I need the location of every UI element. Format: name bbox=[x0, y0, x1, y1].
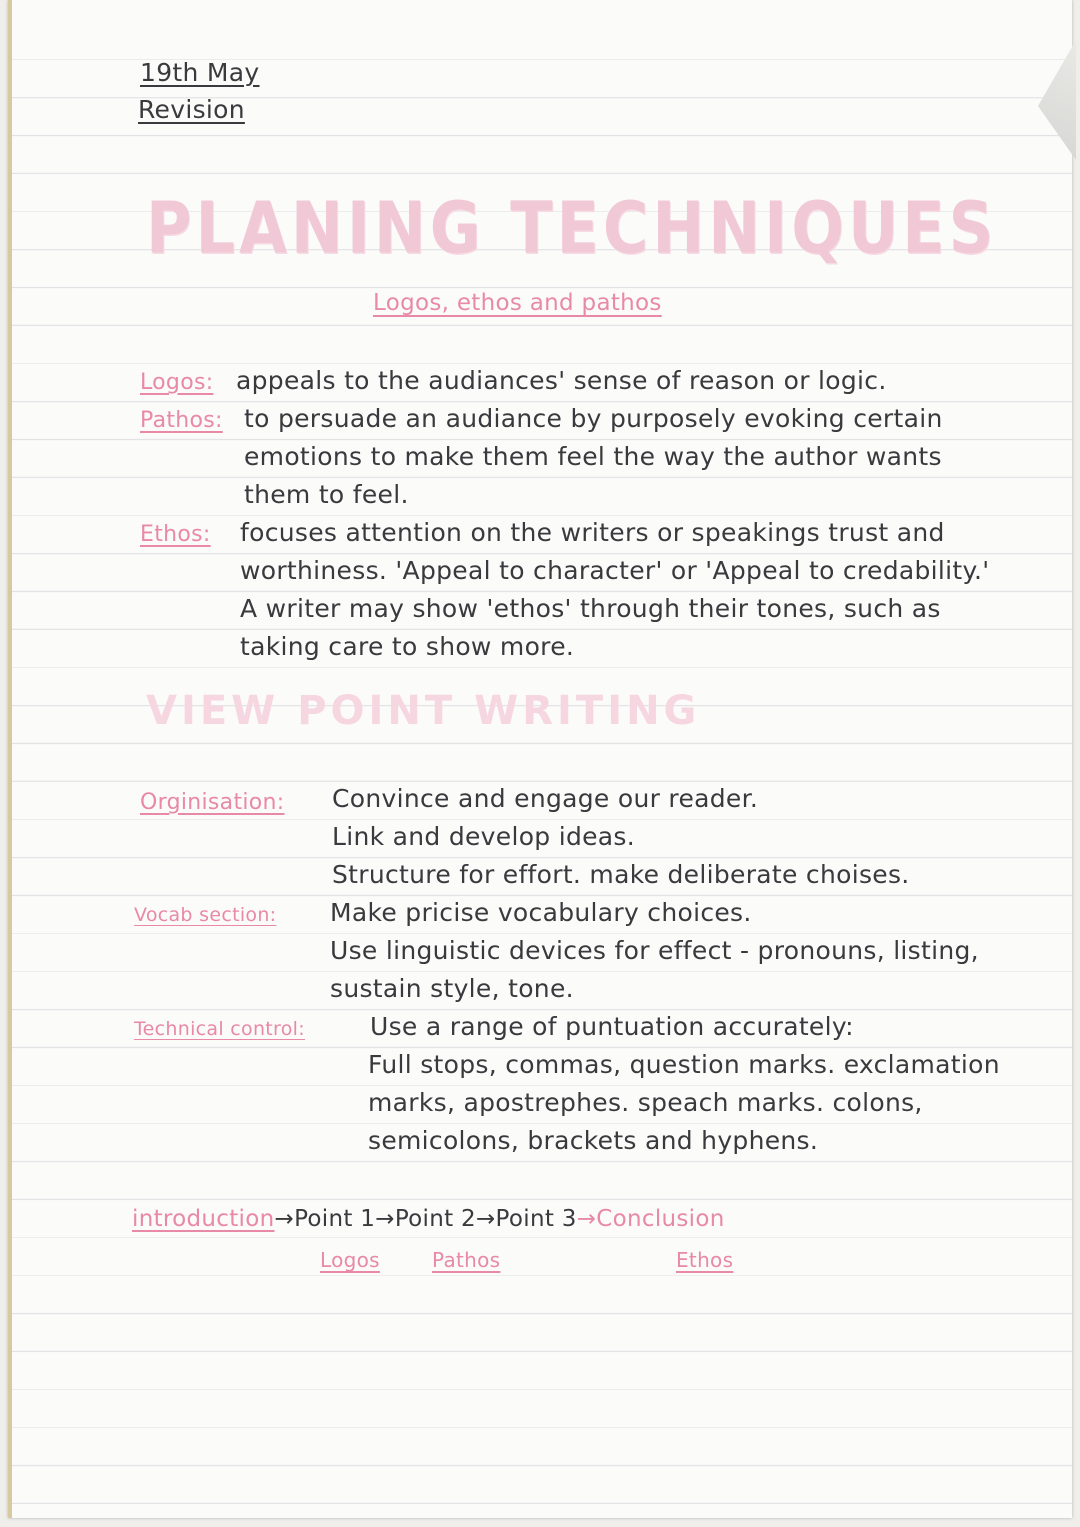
arrow-icon: → bbox=[576, 1206, 597, 1232]
organisation-term: Orginisation: bbox=[140, 790, 285, 815]
arrow-icon: → bbox=[375, 1206, 395, 1232]
logos-term: Logos: bbox=[140, 370, 214, 395]
arrow-icon: → bbox=[274, 1206, 295, 1232]
section-subtitle: Logos, ethos and pathos bbox=[373, 290, 662, 316]
ethos-definition-line: worthiness. 'Appeal to character' or 'Appeal to credability.' bbox=[240, 556, 990, 585]
flow-point-2: Point 2 bbox=[394, 1206, 476, 1232]
organisation-line: Convince and engage our reader. bbox=[332, 784, 759, 813]
section-title-viewpoint: VIEW POINT WRITING bbox=[146, 688, 701, 734]
page-corner-fold bbox=[1038, 40, 1076, 160]
pathos-definition-line: them to feel. bbox=[244, 480, 409, 509]
technical-line: Full stops, commas, question marks. exclamation bbox=[368, 1050, 1000, 1079]
technical-line: semicolons, brackets and hyphens. bbox=[368, 1126, 819, 1155]
flow-introduction: introduction bbox=[132, 1206, 275, 1232]
page-edge bbox=[8, 0, 12, 1518]
vocab-term: Vocab section: bbox=[134, 904, 277, 926]
vocab-line: Make pricise vocabulary choices. bbox=[330, 898, 752, 927]
flow-label-pathos: Pathos bbox=[432, 1248, 501, 1272]
pathos-definition-line: emotions to make them feel the way the author wants bbox=[244, 442, 942, 471]
technical-line: Use a range of puntuation accurately: bbox=[370, 1012, 854, 1041]
flow-conclusion: Conclusion bbox=[596, 1206, 725, 1232]
flow-label-logos: Logos bbox=[320, 1248, 380, 1272]
flow-label-ethos: Ethos bbox=[676, 1248, 734, 1272]
revision-label: Revision bbox=[138, 95, 245, 124]
pathos-definition-line: to persuade an audiance by purposely evoking certain bbox=[244, 404, 943, 433]
arrow-icon: → bbox=[475, 1206, 496, 1232]
pathos-term: Pathos: bbox=[140, 408, 223, 433]
notebook-page bbox=[8, 0, 1072, 1518]
technical-term: Technical control: bbox=[134, 1018, 305, 1040]
section-title-planning: PLANING TECHNIQUES bbox=[146, 186, 998, 270]
essay-structure-flow bbox=[132, 1206, 725, 1232]
ethos-term: Ethos: bbox=[140, 522, 211, 547]
flow-point-1: Point 1 bbox=[294, 1206, 376, 1232]
flow-point-3: Point 3 bbox=[495, 1206, 577, 1232]
logos-definition-line: appeals to the audiances' sense of reason or logic. bbox=[236, 366, 887, 395]
date-label: 19th May bbox=[140, 58, 260, 87]
organisation-line: Link and develop ideas. bbox=[332, 822, 635, 851]
vocab-line: sustain style, tone. bbox=[330, 974, 574, 1003]
organisation-line: Structure for effort. make deliberate choises. bbox=[332, 860, 910, 889]
ethos-definition-line: A writer may show 'ethos' through their tones, such as bbox=[240, 594, 941, 623]
ethos-definition-line: focuses attention on the writers or speakings trust and bbox=[240, 518, 945, 547]
ethos-definition-line: taking care to show more. bbox=[240, 632, 575, 661]
vocab-line: Use linguistic devices for effect - pronouns, listing, bbox=[330, 936, 979, 965]
technical-line: marks, apostrephes. speach marks. colons, bbox=[368, 1088, 923, 1117]
